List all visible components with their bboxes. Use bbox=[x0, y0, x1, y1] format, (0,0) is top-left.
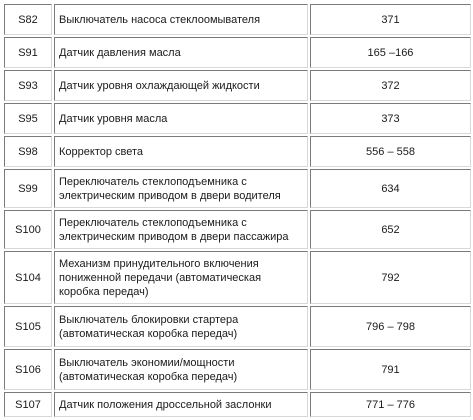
row-code: S105 bbox=[4, 306, 52, 347]
row-code: S95 bbox=[4, 103, 52, 134]
row-code: S99 bbox=[4, 169, 52, 208]
row-ref: 791 bbox=[310, 349, 471, 390]
table-row bbox=[4, 70, 471, 101]
row-code: S91 bbox=[4, 37, 52, 68]
row-ref: 371 bbox=[310, 4, 471, 35]
row-name: Датчик давления масла bbox=[54, 37, 308, 68]
row-code: S98 bbox=[4, 136, 52, 167]
row-name: Механизм принудительного включения пониженной передачи (автоматическая коробка передач) bbox=[54, 251, 308, 304]
row-code: S106 bbox=[4, 349, 52, 390]
row-code: S104 bbox=[4, 251, 52, 304]
row-ref: 372 bbox=[310, 70, 471, 101]
row-ref: 652 bbox=[310, 210, 471, 249]
row-ref: 796 – 798 bbox=[310, 306, 471, 347]
row-ref: 165 –166 bbox=[310, 37, 471, 68]
table-row bbox=[4, 103, 471, 134]
row-code: S100 bbox=[4, 210, 52, 249]
row-ref: 634 bbox=[310, 169, 471, 208]
row-name: Датчик уровня охлаждающей жидкости bbox=[54, 70, 308, 101]
row-ref: 771 – 776 bbox=[310, 392, 471, 417]
row-name: Выключатель насоса стеклоомывателя bbox=[54, 4, 308, 35]
row-ref: 373 bbox=[310, 103, 471, 134]
row-ref: 792 bbox=[310, 251, 471, 304]
table-row bbox=[4, 136, 471, 167]
table-row bbox=[4, 4, 471, 35]
table-row bbox=[4, 306, 471, 347]
row-name: Датчик уровня масла bbox=[54, 103, 308, 134]
table-row bbox=[4, 210, 471, 249]
row-name: Выключатель экономии/мощности (автоматическая коробка передач) bbox=[54, 349, 308, 390]
row-ref: 556 – 558 bbox=[310, 136, 471, 167]
row-name: Переключатель стеклоподъемника с электрическим приводом в двери пассажира bbox=[54, 210, 308, 249]
row-name: Корректор света bbox=[54, 136, 308, 167]
table-row bbox=[4, 37, 471, 68]
table-row bbox=[4, 392, 471, 417]
row-code: S93 bbox=[4, 70, 52, 101]
row-name: Выключатель блокировки стартера (автоматическая коробка передач) bbox=[54, 306, 308, 347]
table-row bbox=[4, 349, 471, 390]
parts-reference-table bbox=[2, 2, 473, 419]
row-code: S107 bbox=[4, 392, 52, 417]
table-row bbox=[4, 251, 471, 304]
table-row bbox=[4, 169, 471, 208]
row-name: Переключатель стеклоподъемника с электрическим приводом в двери водителя bbox=[54, 169, 308, 208]
row-code: S82 bbox=[4, 4, 52, 35]
row-name: Датчик положения дроссельной заслонки bbox=[54, 392, 308, 417]
